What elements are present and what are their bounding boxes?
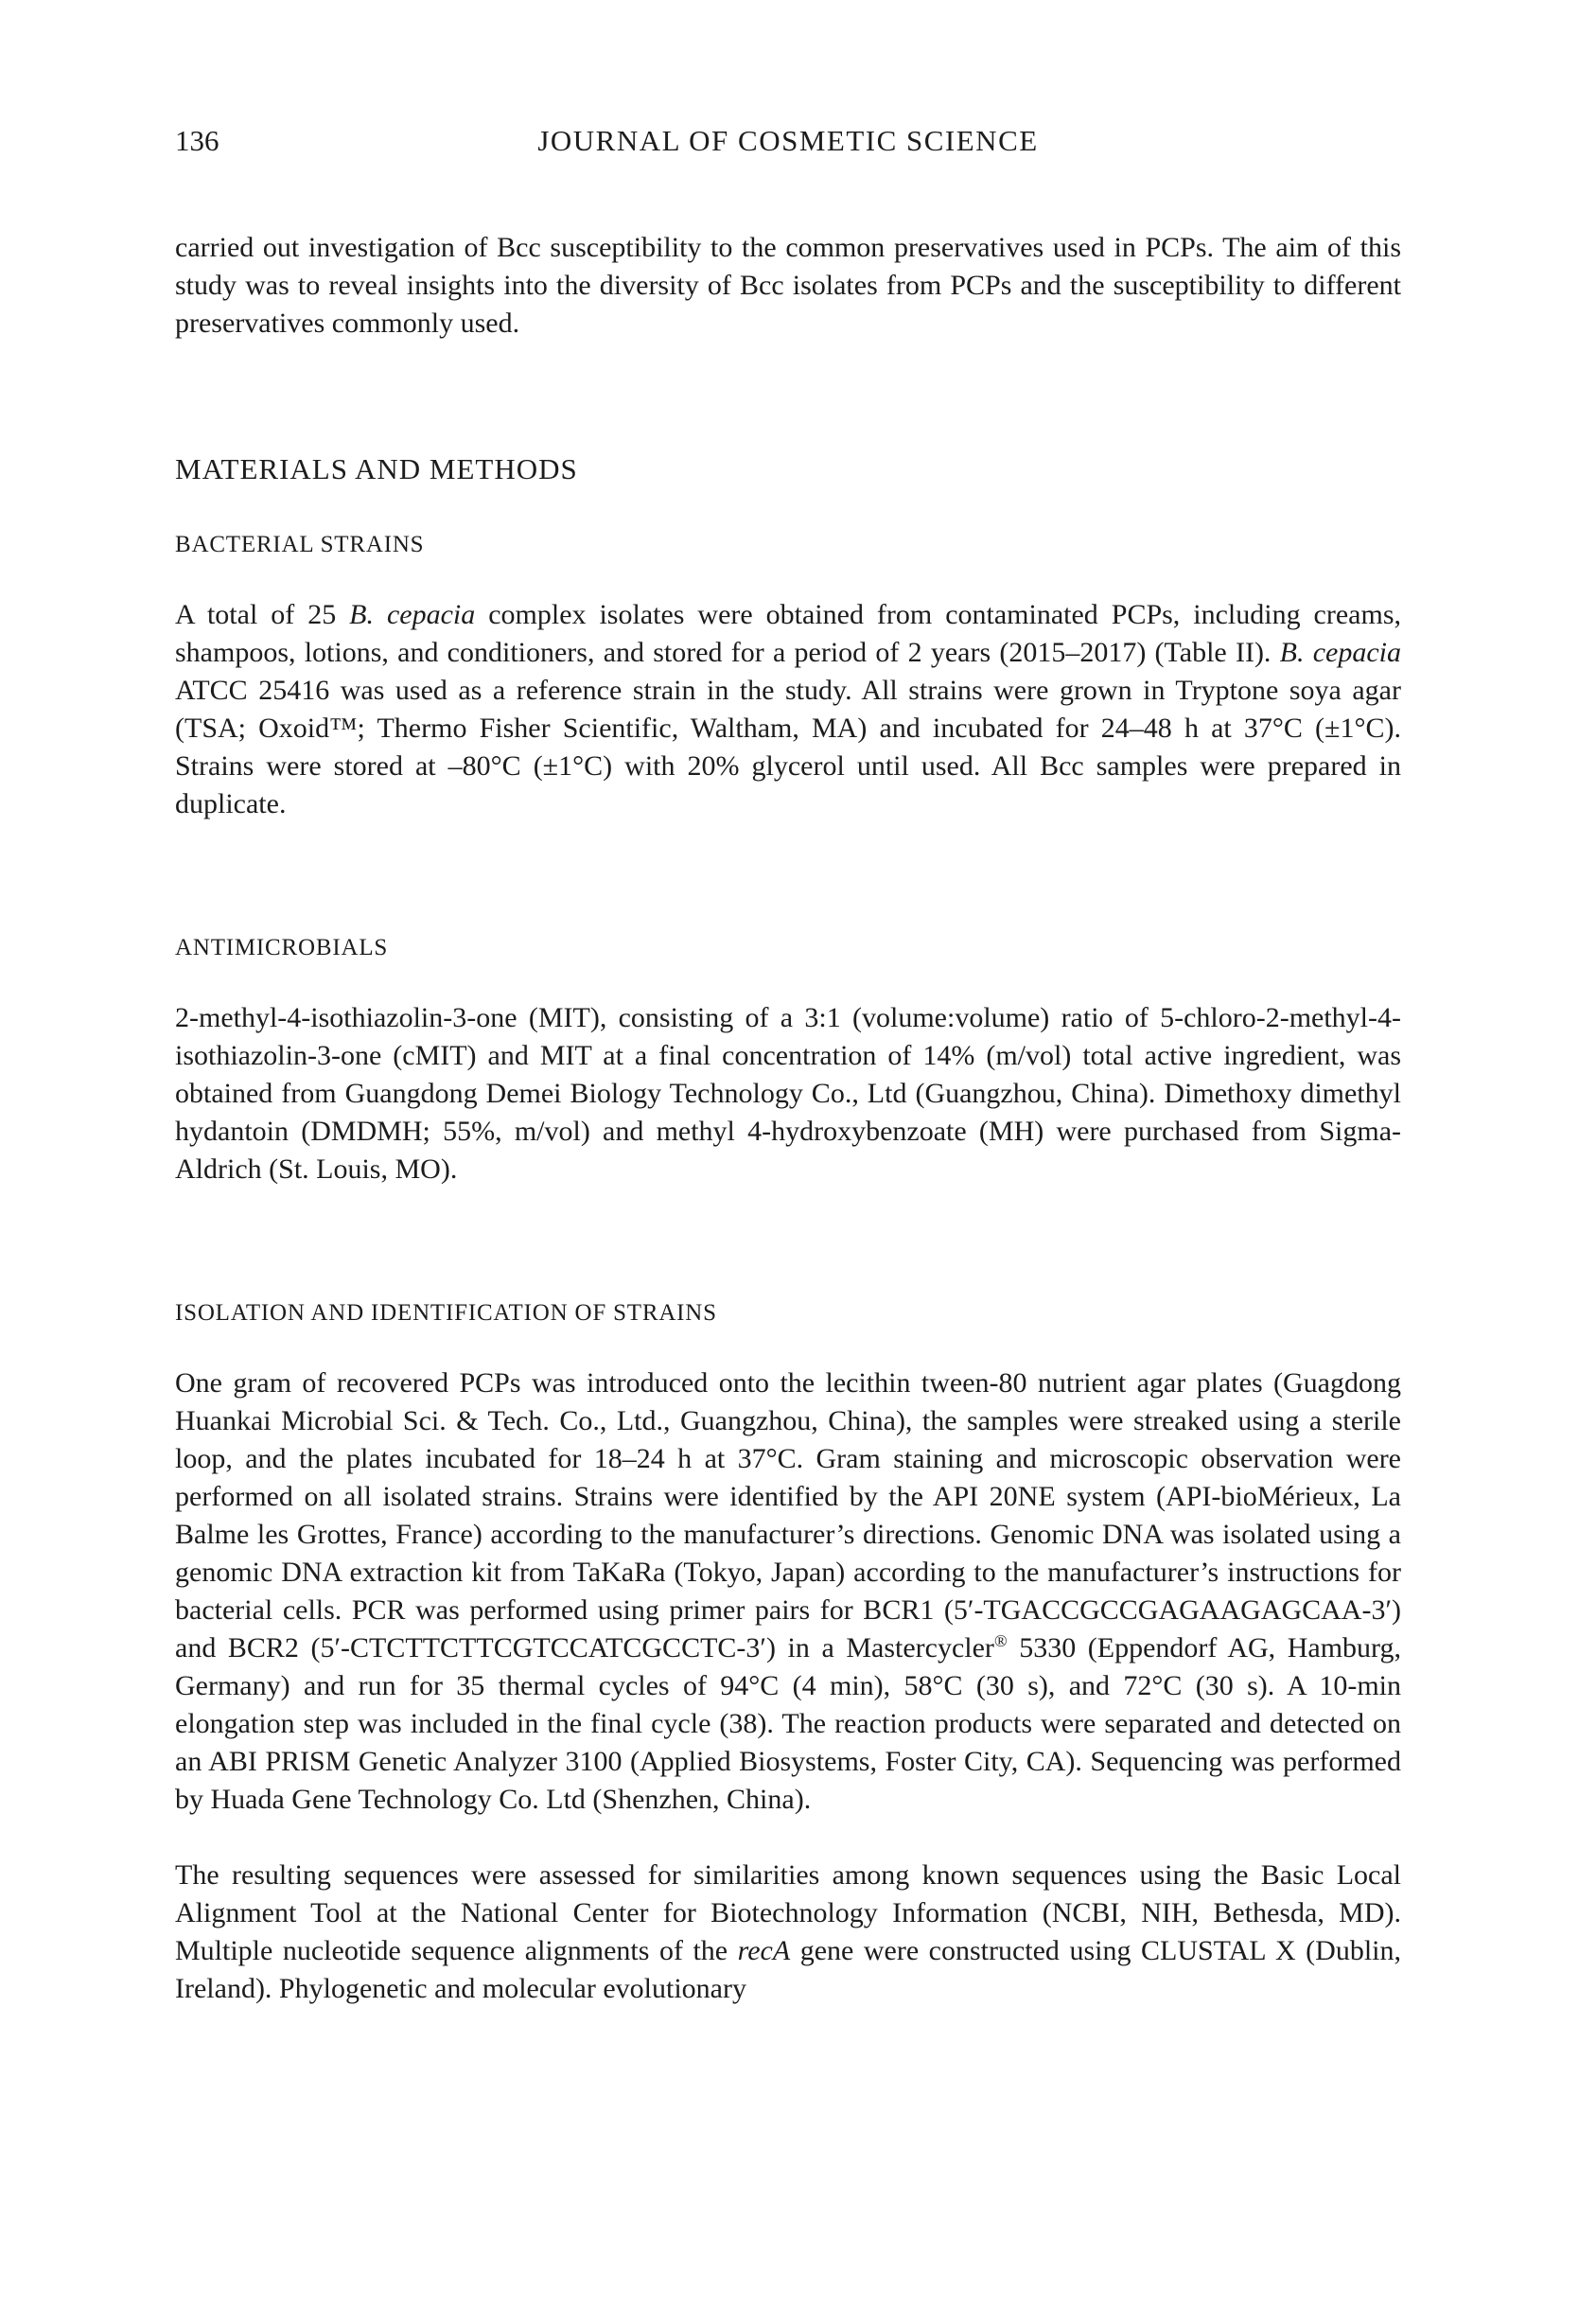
isolation-paragraph-1: One gram of recovered PCPs was introduced onto the lecithin tween-80 nutrient agar plates (Guagdong Huankai Microbial Sci. & Tech. Co., Ltd., Guangzhou, China), the samples were streaked using a sterile loop, and the plates incubated for 18–24 h at 37°C. Gram staining and microscopic observation were performed on all isolated strains. Strains were identified by the API 20NE system (API-bioMérieux, La Balme les Grottes, France) according to the manufacturer’s directions. Genomic DNA was isolated using a genomic DNA extraction kit from TaKaRa (Tokyo, Japan) according to the manufacturer’s instructions for bacterial cells. PCR was performed using primer pairs for BCR1 (5′-TGACCGCCGAGAAGAGCAA-3′) and BCR2 (5′-CTCTTCTTCGTCCATCGCCTC-3′) in a Mastercycler® 5330 (Eppendorf AG, Hamburg, Germany) and run for 35 thermal cycles of 94°C (4 min), 58°C (30 s), and 72°C (30 s). A 10-min elongation step was included in the final cycle (38). The reaction products were separated and detected on an ABI PRISM Genetic Analyzer 3100 (Applied Biosystems, Foster City, CA). Sequencing was performed by Huada Gene Technology Co. Ltd (Shenzhen, China).: [175, 1367, 1401, 1815]
page-content: [175, 0, 1401, 2008]
intro-paragraph: carried out investigation of Bcc susceptibility to the common preservatives used in PCPs. The aim of this study was to reveal insights into the diversity of Bcc isolates from PCPs and the susceptibility to different preservatives commonly used.: [175, 232, 1401, 339]
subsection-heading-antimicrobials: ANTIMICROBIALS: [175, 935, 389, 960]
bacterial-strains-paragraph: A total of 25 B. cepacia complex isolates were obtained from contaminated PCPs, including creams, shampoos, lotions, and conditioners, and stored for a period of 2 years (2015–2017) (Table II). B. cepacia ATCC 25416 was used as a reference strain in the study. All strains were grown in Tryptone soya agar (TSA; Oxoid™; Thermo Fisher Scientific, Waltham, MA) and incubated for 24–48 h at 37°C (±1°C). Strains were stored at –80°C (±1°C) with 20% glycerol until used. All Bcc samples were prepared in duplicate.: [175, 599, 1401, 819]
subsection-heading-isolation-and-identification: ISOLATION AND IDENTIFICATION OF STRAINS: [175, 1300, 717, 1326]
subsection-heading-bacterial-strains: BACTERIAL STRAINS: [175, 532, 425, 557]
section-title-materials-and-methods: MATERIALS AND METHODS: [175, 452, 578, 485]
page-header: [175, 121, 1401, 161]
isolation-paragraph-2: The resulting sequences were assessed for similarities among known sequences using the Basic Local Alignment Tool at the National Center for Biotechnology Information (NCBI, NIH, Bethesda, MD). Multiple nucleotide sequence alignments of the recA gene were constructed using CLUSTAL X (Dublin, Ireland). Phylogenetic and molecular evolutionary: [175, 1859, 1401, 2004]
antimicrobials-paragraph: 2-methyl-4-isothiazolin-3-one (MIT), consisting of a 3:1 (volume:volume) ratio of 5-chloro-2-methyl-4-isothiazolin-3-one (cMIT) and MIT at a final concentration of 14% (m/vol) total active ingredient, was obtained from Guangdong Demei Biology Technology Co., Ltd (Guangzhou, China). Dimethoxy dimethyl hydantoin (DMDMH; 55%, m/vol) and methyl 4-hydroxybenzoate (MH) were purchased from Sigma-Aldrich (St. Louis, MO).: [175, 1002, 1401, 1185]
journal-title: JOURNAL OF COSMETIC SCIENCE: [537, 124, 1039, 157]
page-number: 136: [175, 124, 219, 157]
